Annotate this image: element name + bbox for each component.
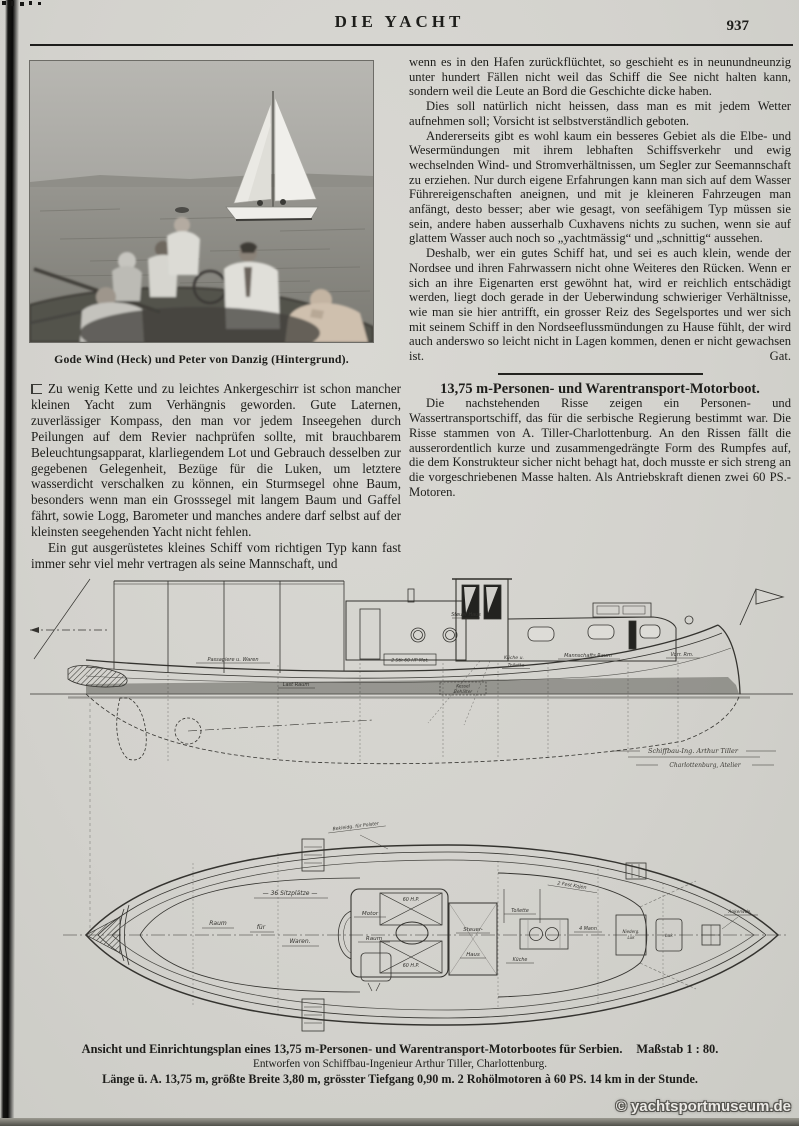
photo-illustration xyxy=(30,61,373,342)
saloon-outline xyxy=(140,878,360,935)
header-rule xyxy=(30,44,793,46)
figure-caption-title xyxy=(30,1042,770,1057)
stove-pipe xyxy=(408,589,414,602)
stern-tip xyxy=(86,917,120,953)
side-view xyxy=(30,579,793,929)
paragraph: wenn es in den Hafen zurückflüchtet, so geschieht es in neunundneunzig unter hundert Fällen nicht weil das Schiff die See nicht halten kann, sondern weil die Leute an Bord die Geschichte dicke haben. xyxy=(409,55,791,99)
author-signature: Gat. xyxy=(769,349,791,364)
figure-caption xyxy=(30,1042,770,1087)
plan-view xyxy=(63,820,786,1031)
label-sitzplaetze: — 36 Sitzplätze — xyxy=(262,890,318,897)
stern-hatched xyxy=(68,666,127,688)
book-binding-edge xyxy=(0,0,19,1126)
page-title: DIE YACHT xyxy=(334,12,465,31)
label-niedergang: Niederg. xyxy=(622,929,640,934)
label-kojen: 2 Fest Kojen xyxy=(556,881,587,892)
paragraph xyxy=(409,246,791,364)
paragraph-text: Zu wenig Kette und zu leichtes Ankergeschirr ist schon mancher kleinen Yacht zum Verhängnis geworden. Gute Laternen, zuverlässiger Kompass, den man vor jedem Inseegehen durch Peilungen auf dem Revier nachprüfen sollte, mit brauchbarem Beleuchtungsapparat, klarliegendem Lot und Gebrauch desselben zur gegebenen Gelegenheit, Bezüge für die Luken, um letztere wasserdicht verschalken zu können, ein Sturmsegel ohne Baum, besonders wenn man ein Grosssegel mit langem Baum und Gaffel fährt, sowie Logg, Barometer und manches andere darf selbst auf der kleinsten seegehenden Yacht nicht fehlen. xyxy=(31,381,401,540)
skylight xyxy=(593,603,651,617)
paragraph xyxy=(31,381,401,540)
label-haus: Haus xyxy=(466,952,480,958)
rudder xyxy=(117,698,147,760)
figure-caption-specs: Länge ü. A. 13,75 m, größte Breite 3,80 m, grösster Tiefgang 0,90 m. 2 Rohölmotoren à 60 PS. 14 km in der Stunde. xyxy=(102,1072,698,1086)
stern-staff xyxy=(34,579,90,659)
caption-scale: Maßstab 1 : 80. xyxy=(636,1042,719,1056)
label-lastraum: Last Raum xyxy=(282,682,310,688)
underwater-body xyxy=(86,694,740,764)
photo-sailing-scene xyxy=(30,61,373,342)
right-column xyxy=(409,55,791,499)
label-vorrat: Vorr. Rm. xyxy=(670,652,694,658)
label-steuer: Steuer- xyxy=(463,927,483,933)
caption-line1: Ansicht und Einrichtungsplan eines 13,75 m-Personen- und Warentransport-Motorbootes für Serbien. xyxy=(81,1042,623,1056)
scan-speck xyxy=(38,2,41,5)
scan-bottom-edge xyxy=(0,1118,799,1126)
label-kueche: Küche u. xyxy=(504,656,524,661)
buoy xyxy=(175,207,189,213)
section-divider xyxy=(498,373,703,375)
label-mannschaft: Mannschafts Raum xyxy=(564,653,612,659)
paragraph: Ein gut ausgerüstetes kleines Schiff vom richtigen Typ kann fast immer sehr viel mehr vertragen als seine Mannschaft, und xyxy=(31,540,401,571)
paragraph: Die nachstehenden Risse zeigen ein Personen- und Wassertransportschiff, das für die serbische Regierung bestimmt war. Die Risse stammen von A. Tiller-Charlottenburg. An den Rissen fällt die ausserordentlich kurze und zusammengedrängte Form des Rumpfes auf, die dem Konstrukteur sicher nicht behagt hat, doch musste er sich streng an die vorgeschriebenen Masse halten. Als Antriebskraft dienen zwei 60 PS.-Motoren. xyxy=(409,396,791,499)
paragraph: Andererseits gibt es wohl kaum ein besseres Gebiet als die Elbe- und Wesermündungen mit ihrem lebhaften Schiffsverkehr und ewig wechselnden Wind- und Stromverhältnissen, um Segler zur Seemannschaft zu erziehen. Nur durch eigene Erfahrungen kann man sich auf dem Wasser Führereigenschaften aneignen, und mit je kleineren Fahrzeugen man anfängt, desto besser; aber wie gesagt, von seefähigem Typ müssen sie sein, andere haben ausserhalb Cuxhavens nichts zu suchen, wenn sie auf glattem Wasser auch noch so „yachtmässig“ und „schnittig“ aussehen. xyxy=(409,128,791,246)
label-toilette: Toilette xyxy=(507,663,525,669)
label-60hp-top: 60 H.P. xyxy=(402,898,420,903)
label-waren: Waren. xyxy=(289,938,311,945)
paragraph: Dies soll natürlich nicht heissen, dass man es mit jedem Wetter aufnehmen soll; Vorsicht ist selbstverständlich geboten. xyxy=(409,99,791,128)
shaft-line xyxy=(188,720,373,731)
designer-signature xyxy=(612,747,776,769)
label-raum: Raum xyxy=(209,920,227,927)
paragraph-text: Deshalb, wer ein gutes Schiff hat, und sei es auch klein, wende der Nordsee und ihren Fahrwassern nicht ohne Weiteres den Rücken. Wenn er sich an ihre Eigenarten erst gewöhnt hat, wird er reichlich entschädigt werden, liegt doch gerade in der Ueberwindung schwieriger Verhältnisse, wie man sie hier antrifft, ein grosser Reiz des Segelsportes und wer sich mit seinem Schiff in den Nordseeflussmündungen zu Hause fühlt, der wird auch anderswo so leicht nicht in Lagen kommen, denen er nicht gewachsen ist. xyxy=(409,246,791,364)
label-niedergang-luk: Luk xyxy=(627,935,635,940)
technical-drawing xyxy=(28,573,795,1045)
steering-house xyxy=(449,903,497,975)
scan-speck xyxy=(2,1,6,5)
boot-top-band xyxy=(86,677,739,694)
label-fuer: für xyxy=(256,924,266,931)
photo-caption: Gode Wind (Heck) und Peter von Danzig (Hintergrund). xyxy=(54,352,349,366)
signature-line2: Charlottenburg, Atelier xyxy=(669,762,741,769)
boat-technical-drawing xyxy=(28,573,795,1040)
scan-speck xyxy=(11,1,14,6)
waterline-arrow xyxy=(30,627,39,633)
label-60hp-bottom: 60 H.P. xyxy=(402,964,420,969)
label-motoren: 2 Stk 60 HP Mot. xyxy=(391,658,429,664)
scan-speck xyxy=(20,2,24,6)
label-ankerwinde: Ankerwde. xyxy=(728,910,752,915)
signature-line1: Schiffbau-Ing. Arthur Tiller xyxy=(648,747,738,755)
label-motor: Motor xyxy=(361,911,379,917)
motor-room xyxy=(338,889,448,991)
galley-stove xyxy=(520,919,568,949)
label-motor-raum: Raum xyxy=(365,936,383,942)
bow-flag xyxy=(740,589,783,625)
label-behaelter: Behälter xyxy=(453,690,473,695)
figure-caption-designer: Entworfen von Schiffbau-Ingenieur Arthur Tiller, Charlottenburg. xyxy=(252,1058,547,1070)
label-luk: Luk xyxy=(665,934,673,939)
label-passagiere: Passagiere u. Waren xyxy=(207,657,259,663)
label-kessel: Kessel xyxy=(456,684,470,690)
door xyxy=(360,609,380,659)
label-plan-kueche: Küche xyxy=(512,958,528,963)
bekleidung-note xyxy=(328,820,386,833)
label-bekleidung: Bekleidg. für Polster xyxy=(332,821,380,833)
sheer-line xyxy=(86,625,718,671)
print-artifact-mark xyxy=(31,384,42,394)
label-plan-toilette: Toilette xyxy=(511,909,529,914)
article-heading: 13,75 m-Personen- und Warentransport-Motorboot. xyxy=(440,380,760,397)
label-4mann: 4 Mann xyxy=(579,927,597,932)
scan-speck xyxy=(29,1,32,5)
left-column xyxy=(31,381,401,572)
watermark: © yachtsportmuseum.de xyxy=(615,1098,791,1115)
page-number: 937 xyxy=(726,18,749,34)
label-steuerhaus: Steuer Haus xyxy=(451,613,481,618)
